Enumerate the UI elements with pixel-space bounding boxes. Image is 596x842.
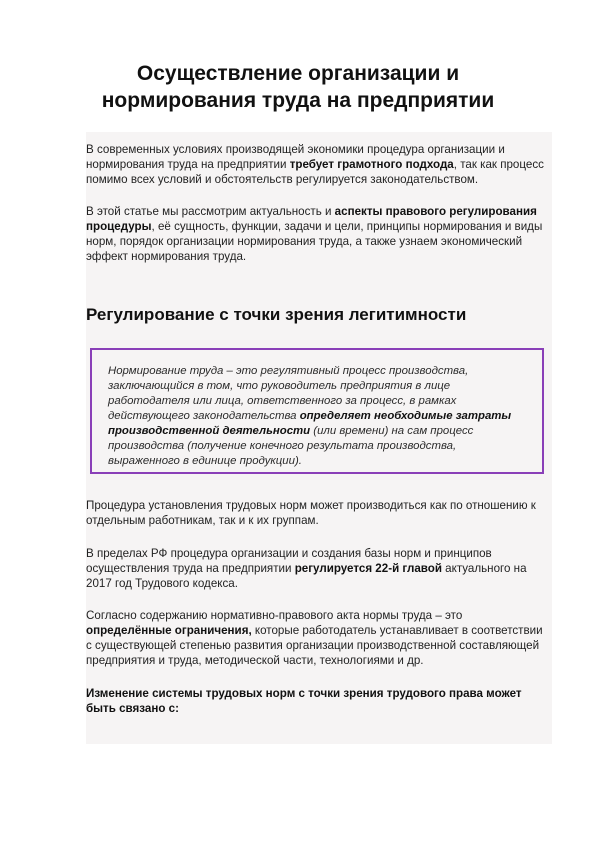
emphasis-text: определяет необходимые затраты производственной деятельности — [108, 410, 512, 437]
intro-paragraph-2: В этой статье мы рассмотрим актуальность и аспекты правового регулирования процедуры, её сущность, функции, задачи и цели, принципы нормирования и виды норм, порядок организации нормирования труда, а также узнаем экономический эффект нормирования труда. — [86, 205, 543, 263]
emphasis-text: аспекты правового регулирования процедуры — [86, 205, 537, 233]
body-paragraph-1: Процедура установления трудовых норм может производиться как по отношению к отдельным работникам, так и к их группам. — [86, 499, 536, 527]
page-title: Осуществление организации и нормирования труда на предприятии — [101, 62, 495, 112]
section-heading: Регулирование с точки зрения легитимности — [86, 305, 467, 324]
emphasis-text: определённые ограничения, — [86, 624, 252, 637]
emphasis-text: регулируется 22-й главой — [294, 562, 442, 575]
body-paragraph-2: В пределах РФ процедура организации и создания базы норм и принципов осуществления труда на предприятии регулируется 22-й главой актуального на 2017 год Трудового кодекса. — [86, 547, 527, 590]
body-paragraph-4-bold: Изменение системы трудовых норм с точки зрения трудового права может быть связано с: — [86, 687, 522, 715]
emphasis-text: требует грамотного подхода — [289, 158, 454, 171]
body-paragraph-3: Согласно содержанию нормативно-правового акта нормы труда – это определённые ограничения, которые работодатель устанавливает в соответствии с существующей степенью развития организации производственной составляющей предприятия и труда, методической части, технологиями и др. — [86, 609, 543, 667]
intro-paragraph-1: В современных условиях производящей экономики процедура организации и нормирования труда на предприятии требует грамотного подхода, так как процесс помимо всех условий и обстоятельств регулируется законодательством. — [86, 143, 544, 186]
definition-quote: Нормирование труда – это регулятивный процесс производства, заключающийся в том, что руководитель предприятия в лице работодателя или лица, ответственного за процесс, в рамках действующего законодательства определяет необходимые затраты производственной деятельности (или времени) на сам процесс производства (получение конечного результата производства, выраженного в единице продукции). — [108, 365, 512, 467]
